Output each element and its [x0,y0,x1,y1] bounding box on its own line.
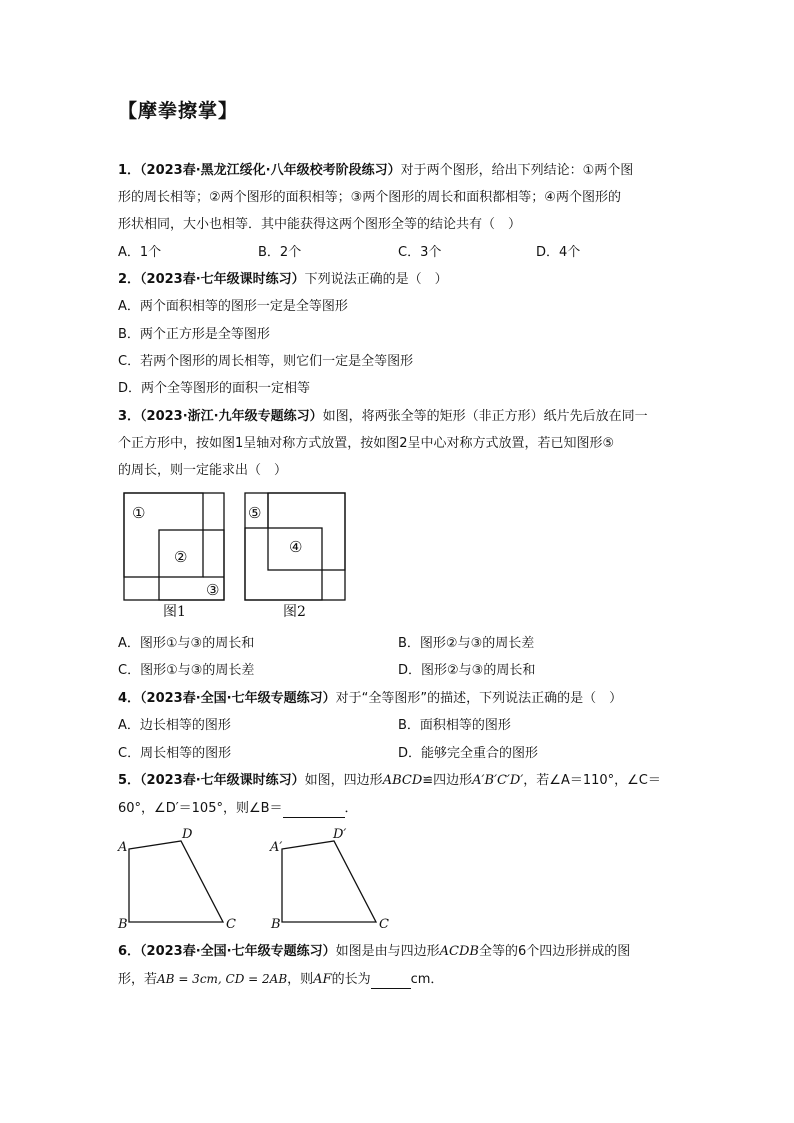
q6-quad: ACDB [439,944,479,959]
q4-option-b: B．面积相等的图形 [398,718,511,733]
q5-text-1b: 四边形 [433,773,473,788]
q4-option-d: D．能够完全重合的图形 [398,746,539,761]
q5-quad-1: ABCD [382,773,423,788]
fig2-rect-a [268,493,345,570]
q4-text: 对于“全等图形”的描述，下列说法正确的是（ ） [335,691,623,706]
q3-option-a: A．图形①与③的周长和 [118,636,255,651]
quad-abcd [129,841,223,922]
fig2-region-4: ④ [289,538,303,556]
q5-text-1a: 如图，四边形 [304,773,383,788]
q3-option-b: B．图形②与③的周长差 [398,636,535,651]
q4-line-1 [118,690,622,708]
q2-option-c: C．若两个图形的周长相等，则它们一定是全等图形 [118,354,414,369]
q5-text-2-end: ． [344,801,358,816]
q5-line-1 [118,772,661,790]
q2-option-a: A．两个面积相等的图形一定是全等图形 [118,299,348,314]
fig1-region-3: ③ [206,581,220,599]
q1-line-1 [118,162,633,180]
q2-option-d: D．两个全等图形的面积一定相等 [118,381,311,396]
q5-quad-2: A′B′C′D′ [472,773,524,788]
label-a: A [118,840,128,855]
q1-option-c: C．3个 [398,245,442,260]
fig2-caption: 图2 [283,604,306,620]
label-c-prime: C [379,917,389,932]
q6-text-1b: 全等的6个四边形拼成的图 [478,944,631,959]
q3-option-d: D．图形②与③的周长和 [398,663,536,678]
q5-text-2: 60°，∠D′＝105°，则∠B＝ [118,801,283,816]
q6-source: （2023春·全国·七年级专题练习） [140,944,336,959]
q4-number: 4． [118,691,141,706]
q3-source: （2023·浙江·九年级专题练习） [140,409,323,424]
q2-source: （2023春·七年级课时练习） [140,272,305,287]
fig2-region-5: ⑤ [248,504,262,522]
q5-line-2 [118,799,358,818]
q6-answer-blank[interactable] [371,970,411,989]
q1-source: （2023春·黑龙江绥化·八年级校考阶段练习） [140,163,401,178]
fig1-region-1: ② [174,548,188,566]
q6-text-2d: cm． [410,972,444,987]
q6-number: 6． [118,944,141,959]
q6-text-2b: ，则 [287,972,314,987]
q2-line-1 [118,271,448,289]
q6-target-segment: AF [313,972,332,987]
q1-option-b: B．2个 [258,245,302,260]
q5-congruent-sign: ≌ [422,773,434,788]
q3-line-1 [118,408,648,426]
q3-number: 3． [118,409,141,424]
q3-text-1: 如图，将两张全等的矩形（非正方形）纸片先后放在同一 [322,409,648,424]
quad-a-prime [282,841,376,922]
q3-text-3: 的周长，则一定能求出（ ） [118,463,288,478]
q4-option-c: C．周长相等的图形 [118,746,232,761]
q1-option-d: D．4个 [536,245,581,260]
label-d: D [182,827,193,842]
q4-option-a: A．边长相等的图形 [118,718,231,733]
page-title: 【摩拳擦掌】 [118,100,239,122]
q2-option-b: B．两个正方形是全等图形 [118,327,270,342]
q6-text-2c: 的长为 [331,972,371,987]
q6-formula: AB = 3cm, CD = 2AB [157,972,288,986]
label-c: C [226,917,236,932]
q5-number: 5． [118,773,141,788]
fig1-caption: 图1 [163,604,186,620]
fig1-region-2: ① [132,504,146,522]
q2-number: 2． [118,272,141,287]
label-a-prime: A′ [270,840,283,855]
q5-source: （2023春·七年级课时练习） [140,773,305,788]
q1-option-a: A．1个 [118,245,162,260]
q4-source: （2023春·全国·七年级专题练习） [140,691,336,706]
q5-text-1c: ，若∠A＝110°，∠C＝ [523,773,661,788]
q1-text-3: 形状相同，大小也相等．其中能获得这两个图形全等的结论共有（ ） [118,217,522,232]
q6-line-1 [118,943,630,961]
q3-option-c: C．图形①与③的周长差 [118,663,255,678]
q1-text-1: 对于两个图形，给出下列结论：①两个图 [400,163,634,178]
q6-text-1a: 如图是由与四边形 [335,944,440,959]
q6-text-2a: 形，若 [118,972,158,987]
q3-text-2: 个正方形中，按如图1呈轴对称方式放置，按如图2呈中心对称方式放置，若已知图形⑤ [118,436,615,451]
label-b-prime: B [271,917,281,932]
q3-figures [118,488,358,622]
label-d-prime: D′ [333,827,347,842]
q1-text-2: 形的周长相等；②两个图形的面积相等；③两个图形的周长和面积都相等；④两个图形的 [118,190,621,205]
label-b: B [118,917,128,932]
q5-figure [112,822,402,934]
q6-line-2 [118,970,443,989]
q1-number: 1． [118,163,141,178]
q5-answer-blank[interactable] [283,799,345,818]
q2-text: 下列说法正确的是（ ） [304,272,448,287]
fig2-rect-b [245,528,322,600]
